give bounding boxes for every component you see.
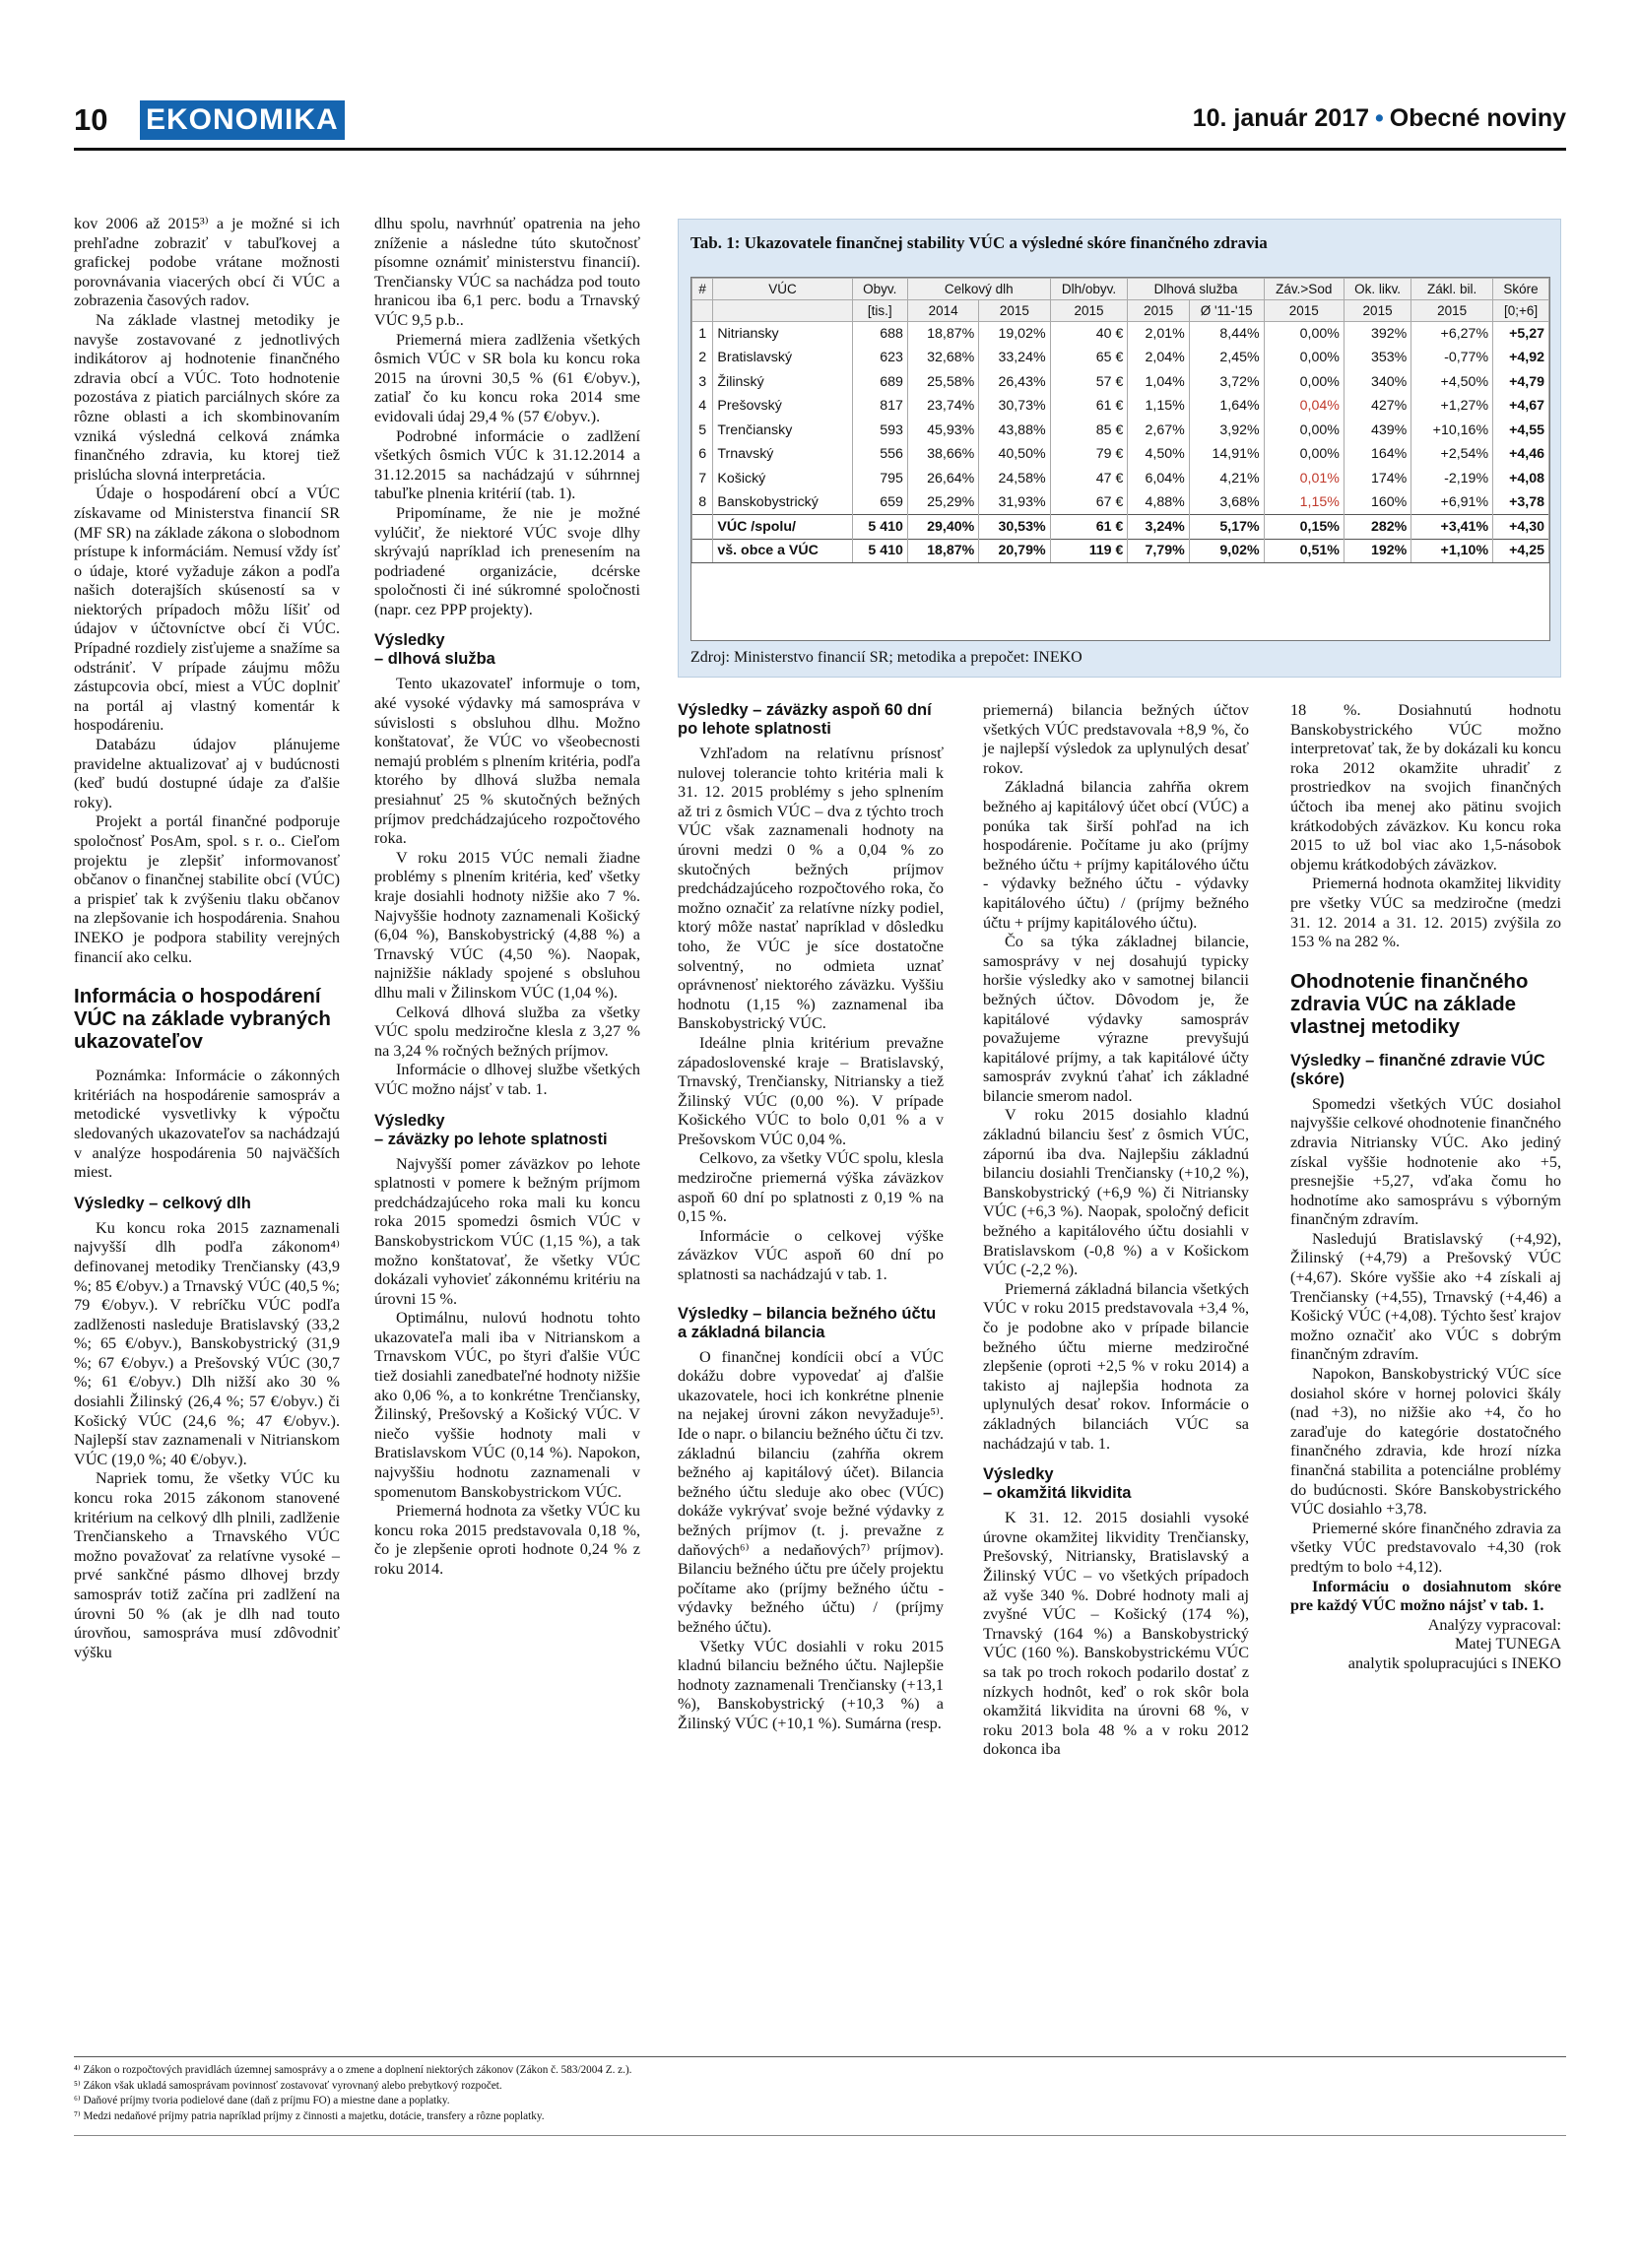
- table-cell: 29,40%: [907, 515, 978, 540]
- table-row: [692, 370, 1549, 395]
- col-subheader: Ø '11-'15: [1189, 300, 1264, 322]
- column-4: [983, 701, 1249, 1760]
- table-cell: 3,72%: [1189, 370, 1264, 395]
- table-row: [692, 394, 1549, 419]
- paragraph: Podrobné informácie o zadlžení všetkých ôsmich VÚC k 31.12.2014 a 31.12.2015 sa nachádzajú v súhrnnej tabuľke plnenia kritérií (tab. 1).: [374, 426, 640, 503]
- table-cell: +2,54%: [1411, 442, 1493, 467]
- table-cell: 4,88%: [1128, 490, 1189, 515]
- table-cell: +4,92: [1493, 346, 1549, 370]
- table-cell: 0,15%: [1264, 515, 1344, 540]
- table-cell: +4,46: [1493, 442, 1549, 467]
- col-subheader: [692, 300, 713, 322]
- table-cell: Bratislavský: [713, 346, 852, 370]
- col-subheader: [tis.]: [852, 300, 907, 322]
- table-cell: 5,17%: [1189, 515, 1264, 540]
- page-number: 10: [74, 102, 108, 137]
- paragraph: Vzhľadom na relatívnu prísnosť nulovej tolerancie tohto kritéria mali k 31. 12. 2015 problémy s jeho splnením až tri z ôsmich VÚC – dva z týchto troch VÚC však zaznamenali hodnoty na úrovni medzi 0 % a 0,04 % zo skutočných bežných príjmov predchádzajúceho rozpočtového roka, čo možno označiť za relatívne nízky podiel, ktorý môže nastať napríklad v dôsledku toho, že VÚC je síce dostatočne solventný, no odmieta uznať oprávnenosť niektorého záväzku. Vyššiu hodnotu (1,15 %) zaznamenal iba Banskobystrický VÚC.: [678, 745, 944, 1033]
- table-cell: 57 €: [1050, 370, 1128, 395]
- col-header: Skóre: [1493, 279, 1549, 300]
- table-cell: 439%: [1344, 419, 1410, 443]
- table-cell: 1,15%: [1264, 490, 1344, 515]
- table-cell: 14,91%: [1189, 442, 1264, 467]
- table-cell: 32,68%: [907, 346, 978, 370]
- table-cell: 40 €: [1050, 322, 1128, 347]
- table-cell: 340%: [1344, 370, 1410, 395]
- table-row: [692, 419, 1549, 443]
- table-cell: +4,67: [1493, 394, 1549, 419]
- column-3: [678, 701, 944, 1734]
- subheading-line: Výsledky: [374, 1111, 445, 1130]
- col-subheader: 2015: [979, 300, 1050, 322]
- paragraph: Najvyšší pomer záväzkov po lehote splatnosti v pomere k bežným príjmom predchádzajúceho roka mali ku koncu roka 2015 spomedzi ôsmich VÚC v Banskobystrickom VÚC (1,15 %), a tak možno konštatovať, že všetky VÚC dokázali vyhovieť zákonnému kritériu na úrovni 15 %.: [374, 1154, 640, 1308]
- col-subheader: [713, 300, 852, 322]
- footnote: ⁵⁾ Zákon však ukladá samosprávam povinnosť zostavovať vyrovnaný alebo prebytkový rozpočet.: [74, 2079, 502, 2092]
- signature-line: analytik spolupracujúci s INEKO: [1347, 1653, 1561, 1672]
- table-cell: +6,27%: [1411, 322, 1493, 347]
- table-cell: 1,04%: [1128, 370, 1189, 395]
- table-cell: 19,02%: [979, 322, 1050, 347]
- table-cell: 2: [692, 346, 713, 370]
- table-cell: 61 €: [1050, 394, 1128, 419]
- table-cell: +10,16%: [1411, 419, 1493, 443]
- table-cell: -2,19%: [1411, 467, 1493, 491]
- table-cell: 38,66%: [907, 442, 978, 467]
- table-cell: 392%: [1344, 322, 1410, 347]
- paragraph: Projekt a portál finančné podporuje spoločnosť PosAm, spol. s r. o.. Cieľom projektu je zlepšiť informovanosť občanov o finančnej stabilite obcí (VÚC) a prispieť tak k zvýšeniu tlaku občanov na zlepšovanie ich hospodárenia. Snahou INEKO je podpora stability verejných financií ako celku.: [74, 812, 340, 966]
- col-subheader: 2015: [1264, 300, 1344, 322]
- col-subheader: 2014: [907, 300, 978, 322]
- table-cell: 40,50%: [979, 442, 1050, 467]
- table-cell: +3,78: [1493, 490, 1549, 515]
- author-signature: [1290, 1616, 1561, 1674]
- paragraph: Priemerná hodnota okamžitej likvidity pre všetky VÚC sa medziročne (medzi 31. 12. 2014 a 31. 12. 2015) zvýšila zo 153 % na 282 %.: [1290, 875, 1561, 951]
- column-2: [374, 215, 640, 1580]
- paragraph: Celkovo, za všetky VÚC spolu, klesla medziročne priemerná výška záväzkov aspoň 60 dní po splatnosti z 0,19 % na 0,15 %.: [678, 1149, 944, 1226]
- table-cell: 7,79%: [1128, 539, 1189, 563]
- paragraph: kov 2006 až 2015³⁾ a je možné si ich prehľadne zobraziť v tabuľkovej a grafickej podobe vrátane možnosti porovnávania viacerých obcí či VÚC a zobrazenia časových radov.: [74, 215, 340, 310]
- table-cell: +4,50%: [1411, 370, 1493, 395]
- table-cell: 3,68%: [1189, 490, 1264, 515]
- subheading-line: – dlhová služba: [374, 650, 495, 669]
- table-row: [692, 322, 1549, 347]
- table-cell: +1,10%: [1411, 539, 1493, 563]
- table-cell: vš. obce a VÚC: [713, 539, 852, 563]
- paragraph: Databázu údajov plánujeme pravidelne aktualizovať aj v budúcnosti (keď budú dostupné údaje za ďalšie roky).: [74, 736, 340, 811]
- table-cell: 2,67%: [1128, 419, 1189, 443]
- subheading-line: Výsledky: [374, 631, 445, 650]
- table-cell: 3,92%: [1189, 419, 1264, 443]
- table-cell: 5: [692, 419, 713, 443]
- bottom-rule: [74, 2135, 1566, 2136]
- table-cell: 688: [852, 322, 907, 347]
- paragraph: Všetky VÚC dosiahli v roku 2015 kladnú bilanciu bežného účtu. Najlepšie hodnoty zaznamenali Trenčiansky (+13,1 %), Banskobystrický (+10,3 %) a Žilinský VÚC (+10,1 %). Sumárna (resp.: [678, 1637, 944, 1732]
- table-cell: +4,25: [1493, 539, 1549, 563]
- table-cell: 85 €: [1050, 419, 1128, 443]
- subheading-line: – záväzky po lehote splatnosti: [374, 1130, 608, 1148]
- table-cell: 623: [852, 346, 907, 370]
- table-cell: 5 410: [852, 515, 907, 540]
- table-cell: Trnavský: [713, 442, 852, 467]
- table-cell: Prešovský: [713, 394, 852, 419]
- table-cell: 25,29%: [907, 490, 978, 515]
- col-header: Obyv.: [852, 279, 907, 300]
- col-header: VÚC: [713, 279, 852, 300]
- col-header: Dlh/obyv.: [1050, 279, 1128, 300]
- paragraph: Napriek tomu, že všetky VÚC ku koncu roka 2015 zákonom stanovené kritérium na celkový dlh plnili, zadlženie Trenčianskeho a Trnavského VÚC možno považovať za relatívne vysoké – prvé sankčné pásmo dlhovej brzdy samospráv totiž začína pri zadlžení na úrovni 50 % (ak je dlh nad touto úrovňou, samospráva musí zdôvodniť výšku: [74, 1469, 340, 1661]
- col-header: Dlhová služba: [1128, 279, 1264, 300]
- paragraph: Priemerná základná bilancia všetkých VÚC v roku 2015 predstavovala +3,4 %, čo je podobne ako v prípade bilancie bežného účtu mierne medziročné zlepšenie (oproti +2,5 % v roku 2014) a takisto aj najlepšia hodnota za uplynulých desať rokov. Informácie o základných bilanciách VÚC sa nachádzajú v tab. 1.: [983, 1279, 1249, 1453]
- table-cell: 0,01%: [1264, 467, 1344, 491]
- table-cell: 0,04%: [1264, 394, 1344, 419]
- table-row: [692, 442, 1549, 467]
- table-cell: +5,27: [1493, 322, 1549, 347]
- col-header: Záv.>Sod: [1264, 279, 1344, 300]
- table-cell: 18,87%: [907, 322, 978, 347]
- paragraph: Ideálne plnia kritérium prevažne západoslovenské kraje – Bratislavský, Trnavský, Trenčiansky, Nitriansky a tiež Žilinský VÚC (0,00 %). V prípade Košického VÚC to bolo 0,01 % a v Prešovskom VÚC 0,04 %.: [678, 1033, 944, 1148]
- col-subheader: [0;+6]: [1493, 300, 1549, 322]
- table-cell: 67 €: [1050, 490, 1128, 515]
- paragraph: Spomedzi všetkých VÚC dosiahol najvyššie celkové ohodnotenie finančného zdravia Nitriansky VÚC. Ako jediný získal vyššie hodnotenie ako +5, presnejšie +5,27, vďaka čomu ho hodnotíme ako samosprávu s výborným finančným zdravím.: [1290, 1094, 1561, 1229]
- table-cell: 7: [692, 467, 713, 491]
- footnote: ⁶⁾ Daňové príjmy tvoria podielové dane (daň z príjmu FO) a miestne dane a poplatky.: [74, 2095, 450, 2106]
- table-row: [692, 539, 1549, 563]
- table-row: [692, 346, 1549, 370]
- table-cell: 79 €: [1050, 442, 1128, 467]
- table-cell: 353%: [1344, 346, 1410, 370]
- paragraph: V roku 2015 VÚC nemali žiadne problémy s plnením kritéria, keď všetky kraje dosiahli hodnoty nižšie ako 7 %. Najvyššie hodnoty zaznamenali Košický (6,04 %), Banskobystrický (4,88 %) a Trnavský VÚC (4,50 %). Naopak, najnižšie náklady spojené s obsluhou dlhu mali v Žilinskom VÚC (1,04 %).: [374, 848, 640, 1002]
- table-cell: VÚC /spolu/: [713, 515, 852, 540]
- table-cell: Trenčiansky: [713, 419, 852, 443]
- table-cell: 556: [852, 442, 907, 467]
- table-cell: Košický: [713, 467, 852, 491]
- table-cell: 0,00%: [1264, 322, 1344, 347]
- col-subheader: 2015: [1050, 300, 1128, 322]
- paragraph: priemerná) bilancia bežných účtov všetkých VÚC predstavovala +8,9 %, čo je najlepší výsledok za uplynulých desať rokov.: [983, 701, 1249, 777]
- table-row: [692, 490, 1549, 515]
- table-cell: 24,58%: [979, 467, 1050, 491]
- table-cell: 8: [692, 490, 713, 515]
- table-cell: 0,00%: [1264, 419, 1344, 443]
- subheading: Výsledky – celkový dlh: [74, 1194, 251, 1212]
- table-cell: 25,58%: [907, 370, 978, 395]
- table-cell: 0,00%: [1264, 370, 1344, 395]
- table-cell: 2,01%: [1128, 322, 1189, 347]
- paragraph: O finančnej kondícii obcí a VÚC dokážu dobre vypovedať aj ďalšie ukazovatele, hoci ich konkrétne plnenie na nejakej úrovni zákon nevyžaduje⁵⁾. Ide o napr. o bilanciu bežného účtu či tzv. základnú bilanciu (zahŕňa okrem bežného aj kapitálový účet). Bilancia bežného účtu sleduje ako obec (VÚC) dokáže vykrývať svoje bežné výdavky z bežných príjmov (t. j. prevažne z daňových⁶⁾ a nedaňových⁷⁾ príjmov). Bilanciu bežného účtu pre účely projektu počítame ako (príjmy bežného účtu - výdavky bežného účtu) / (príjmy bežného účtu).: [678, 1347, 944, 1636]
- table-header-row: [692, 279, 1549, 300]
- paragraph: Optimálnu, nulovú hodnotu tohto ukazovateľa mali iba v Nitrianskom a Trnavskom VÚC, po štyri ďalšie VÚC tiež dosiahli zanedbateľné hodnoty nižšie ako 0,06 %, a to konkrétne Trenčiansky, Žilinský, Prešovský a Košický VÚC. V niečo vyššie hodnoty mali v Bratislavskom VÚC (0,14 %). Napokon, najvyššiu hodnotu zaznamenali v spomenutom Banskobystrickom VÚC.: [374, 1309, 640, 1501]
- table-cell: 689: [852, 370, 907, 395]
- paragraph: Na základe vlastnej metodiky je navyše zostavované z jednotlivých indikátorov aj hodnotenie finančného zdravia obcí a VÚC. Toto hodnotenie pozostáva z piatich parciálnych skóre za rôzne oblasti a ich skombinovaním vzniká výsledná celková známka finančného zdravia, ku ktorej tiež prislúcha slovná interpretácia.: [74, 310, 340, 484]
- table-cell: 0,00%: [1264, 442, 1344, 467]
- table-cell: 31,93%: [979, 490, 1050, 515]
- table-cell: 30,73%: [979, 394, 1050, 419]
- table-source: Zdroj: Ministerstvo financií SR; metodika a prepočet: INEKO: [690, 649, 1082, 666]
- paragraph: Napokon, Banskobystrický VÚC síce dosiahol skóre v hornej polovici škály (nad +3), no nižšie ako +4, čo ho zaraďuje do kategórie dostatočného finančného zdravia, kde hrozí nízka finančná stabilita a potenciálne problémy do budúcnosti. Skóre Banskobystrického VÚC dosiahlo +3,78.: [1290, 1365, 1561, 1519]
- paragraph: Tento ukazovateľ informuje o tom, aké vysoké výdavky má samospráva v súvislosti s obsluhou dlhu. Možno konštatovať, že VÚC vo všeobecnosti nemajú problém s plnením kritéria, podľa ktorého by dlhová služba nemala presiahnuť 25 % skutočných bežných príjmov predchádzajúceho rozpočtového roka.: [374, 675, 641, 848]
- subheading: [983, 1465, 1249, 1503]
- issue-date: 10. január 2017: [1192, 104, 1370, 132]
- table-cell: [692, 515, 713, 540]
- table-cell: 6,04%: [1128, 467, 1189, 491]
- paragraph: dlhu spolu, navrhnúť opatrenia na jeho zníženie a následne túto skutočnosť písomne oznámiť ministerstvu financií). Trenčiansky VÚC sa nachádza pod touto hranicou iba 6,1 perc. bodu a Trnavský VÚC 9,5 p.b..: [374, 215, 640, 329]
- table-cell: 6: [692, 442, 713, 467]
- table-cell: 30,53%: [979, 515, 1050, 540]
- table-cell: 160%: [1344, 490, 1410, 515]
- table-cell: 1,64%: [1189, 394, 1264, 419]
- table-cell: +3,41%: [1411, 515, 1493, 540]
- table-cell: +4,55: [1493, 419, 1549, 443]
- table-cell: 119 €: [1050, 539, 1128, 563]
- table-cell: 20,79%: [979, 539, 1050, 563]
- signature-line: Analýzy vypracoval:: [1427, 1615, 1561, 1634]
- paragraph: Priemerná miera zadlženia všetkých ôsmich VÚC v SR bola ku koncu roka 2015 na úrovni 30,5 % (61 €/obyv.), zatiaľ čo ku koncu roka 2014 sme evidovali údaj 29,4 % (57 €/obyv.).: [374, 330, 640, 425]
- table-cell: 192%: [1344, 539, 1410, 563]
- table-cell: 5 410: [852, 539, 907, 563]
- table-cell: 33,24%: [979, 346, 1050, 370]
- footnote-rule: [74, 2056, 1566, 2057]
- paragraph: Základná bilancia zahŕňa okrem bežného aj kapitálový účet obcí (VÚC) a ponúka tak širší pohľad na ich hospodárenie. Počítame ju ako (príjmy bežného účtu + príjmy kapitálového účtu - výdavky bežného účtu - výdavky kapitálového účtu) / (príjmy bežného účtu + príjmy kapitálového účtu).: [983, 778, 1249, 932]
- subheading-line: Výsledky: [983, 1465, 1054, 1484]
- col-subheader: 2015: [1128, 300, 1189, 322]
- table-cell: 26,64%: [907, 467, 978, 491]
- data-table-wrapper: [690, 277, 1550, 641]
- table-cell: 0,00%: [1264, 346, 1344, 370]
- table-row: [692, 515, 1549, 540]
- col-header: Ok. likv.: [1344, 279, 1410, 300]
- section-heading: Informácia o hospodárení VÚC na základe vybraných ukazovateľov: [74, 985, 331, 1054]
- table-cell: 4: [692, 394, 713, 419]
- table-cell: 65 €: [1050, 346, 1128, 370]
- subheading: Výsledky – finančné zdravie VÚC (skóre): [1290, 1051, 1545, 1088]
- col-subheader: 2015: [1411, 300, 1493, 322]
- table-body: [692, 322, 1549, 563]
- paragraph: Poznámka: Informácie o zákonných kritériách na hospodárenie samospráv a metodické vysvetlivky k výpočtu sledovaných ukazovateľov sa nachádzajú v analýze hospodárenia 50 najväčších miest.: [74, 1067, 340, 1182]
- col-header: #: [692, 279, 713, 300]
- footnote: ⁷⁾ Medzi nedaňové príjmy patria napríklad príjmy z činnosti a majetku, dotácie, transfery a rôzne poplatky.: [74, 2109, 545, 2122]
- paragraph: Informácie o dlhovej službe všetkých VÚC možno nájsť v tab. 1.: [374, 1061, 640, 1098]
- table-cell: 282%: [1344, 515, 1410, 540]
- table-cell: 659: [852, 490, 907, 515]
- table-cell: 45,93%: [907, 419, 978, 443]
- paragraph: Informácie o celkovej výške záväzkov VÚC aspoň 60 dní po splatnosti sa nachádzajú v tab. 1.: [678, 1226, 944, 1284]
- table-cell: 3: [692, 370, 713, 395]
- table-subheader-row: [692, 300, 1549, 322]
- paragraph: Ku koncu roka 2015 zaznamenali najvyšší dlh podľa zákonom⁴⁾ definovanej metodiky Trenčiansky (43,9 %; 85 €/obyv.) a Trnavský VÚC (40,5 %; 79 €/obyv.). V rebríčku VÚC podľa zadlženosti nasleduje Bratislavský (33,2 %; 65 €/obyv.), Banskobystrický (31,9 %; 67 €/obyv.) a Prešovský VÚC (30,7 %; 61 €/obyv.) Dlh nižší ako 30 % dosiahli Žilinský (26,4 %; 57 €/obyv.) či Košický VÚC (24,6 %; 47 €/obyv.). Najlepší stav zaznamenali v Nitrianskom VÚC (19,0 %; 40 €/obyv.).: [74, 1218, 340, 1468]
- table-cell: 4,50%: [1128, 442, 1189, 467]
- data-table: [691, 278, 1549, 563]
- table-cell: 174%: [1344, 467, 1410, 491]
- table-cell: 26,43%: [979, 370, 1050, 395]
- paragraph: Informáciu o dosiahnutom skóre pre každý VÚC možno nájsť v tab. 1.: [1290, 1577, 1561, 1615]
- table-cell: 817: [852, 394, 907, 419]
- table-cell: +6,91%: [1411, 490, 1493, 515]
- table-cell: 1: [692, 322, 713, 347]
- table-box: [678, 219, 1561, 678]
- table-cell: Banskobystrický: [713, 490, 852, 515]
- footnote: ⁴⁾ Zákon o rozpočtových pravidlách územnej samosprávy a o zmene a doplnení niektorých zákonov (Zákon č. 583/2004 Z. z.).: [74, 2064, 632, 2076]
- subheading: Výsledky – bilancia bežného účtu a základná bilancia: [678, 1304, 937, 1341]
- paper-name: Obecné noviny: [1389, 104, 1566, 132]
- footnotes: [74, 2063, 1059, 2124]
- table-cell: Nitriansky: [713, 322, 852, 347]
- table-cell: 593: [852, 419, 907, 443]
- table-row: [692, 467, 1549, 491]
- table-cell: 795: [852, 467, 907, 491]
- subheading-line: – okamžitá likvidita: [983, 1484, 1132, 1503]
- table-cell: Žilinský: [713, 370, 852, 395]
- col-subheader: 2015: [1344, 300, 1410, 322]
- table-cell: 4,21%: [1189, 467, 1264, 491]
- paragraph: Priemerná hodnota za všetky VÚC ku koncu roka 2015 predstavovala 0,18 %, čo je zlepšenie oproti hodnote 0,24 % z roku 2014.: [374, 1502, 640, 1578]
- table-cell: 0,51%: [1264, 539, 1344, 563]
- column-5: [1290, 701, 1561, 1674]
- table-cell: +4,30: [1493, 515, 1549, 540]
- table-cell: +1,27%: [1411, 394, 1493, 419]
- page-header: [74, 98, 1566, 148]
- table-cell: 18,87%: [907, 539, 978, 563]
- paragraph: Čo sa týka základnej bilancie, samosprávy v nej dosahujú typicky horšie výsledky ako v samotnej bilancii bežných účtov. Dôvodom je, že kapitálové výdavky samospráv považujeme výrazne prevyšujú kapitálové príjmy, a tak kapitálové účty samospráv zvyknú ťahať ich základné bilancie smerom nadol.: [983, 933, 1249, 1105]
- table-cell: 164%: [1344, 442, 1410, 467]
- table-cell: 8,44%: [1189, 322, 1264, 347]
- paragraph: Celková dlhová služba za všetky VÚC spolu medziročne klesla z 3,27 % na 3,24 % ročných bežných príjmov.: [374, 1003, 640, 1060]
- table-cell: 427%: [1344, 394, 1410, 419]
- table-cell: 2,45%: [1189, 346, 1264, 370]
- section-heading: Ohodnotenie finančného zdravia VÚC na základe vlastnej metodiky: [1290, 969, 1529, 1038]
- bullet-icon: •: [1375, 104, 1384, 132]
- col-header: Celkový dlh: [907, 279, 1050, 300]
- table-cell: 9,02%: [1189, 539, 1264, 563]
- table-cell: 47 €: [1050, 467, 1128, 491]
- table-cell: 2,04%: [1128, 346, 1189, 370]
- header-rule: [74, 148, 1566, 151]
- paragraph: Priemerné skóre finančného zdravia za všetky VÚC predstavovalo +4,30 (rok predtým to bolo +4,12).: [1290, 1519, 1561, 1576]
- signature-line: Matej TUNEGA: [1454, 1635, 1561, 1653]
- subheading: [374, 631, 640, 669]
- section-label: EKONOMIKA: [140, 100, 345, 140]
- table-cell: -0,77%: [1411, 346, 1493, 370]
- paragraph: Pripomíname, že nie je možné vylúčiť, že niektoré VÚC svoje dlhy skrývajú napríklad ich prenesením na podriadené organizácie, dcérske spoločnosti či iné súkromné spoločnosti (napr. cez PPP projekty).: [374, 503, 640, 618]
- column-1: [74, 215, 340, 1662]
- subheading: Výsledky – záväzky aspoň 60 dní po lehote splatnosti: [678, 701, 932, 738]
- paragraph: K 31. 12. 2015 dosiahli vysoké úrovne okamžitej likvidity Trenčiansky, Prešovský, Nitriansky, Bratislavský a Žilinský VÚC – vo všetkých prípadoch až vyše 340 %. Dobré hodnoty mali aj zvyšné VÚC – Košický (174 %), Trnavský (164 %) a Banskobystrický VÚC (160 %). Banskobystrickému VÚC sa tak po troch rokoch podarilo dostať z nízkych hodnôt, keď o rok skôr bola okamžitá likvidita na úrovni 68 %, v roku 2013 bola 48 % a v roku 2012 dokonca iba: [983, 1509, 1249, 1759]
- paragraph: 18 %. Dosiahnutú hodnotu Banskobystrického VÚC možno interpretovať tak, že by dokázali ku koncu roka 2012 okamžite uhradiť z prostriedkov na svojich finančných účtoch iba menej ako pätinu svojich krátkodobých záväzkov. Ku koncu roka 2015 to už bol viac ako 1,5-násobok objemu krátkodobých záväzkov.: [1290, 701, 1561, 874]
- subheading: [374, 1112, 640, 1149]
- table-title: Tab. 1: Ukazovatele finančnej stability VÚC a výsledné skóre finančného zdravia: [690, 233, 1268, 252]
- table-cell: [692, 539, 713, 563]
- paragraph: Nasledujú Bratislavský (+4,92), Žilinský (+4,79) a Prešovský VÚC (+4,67). Skóre vyššie ako +4 získali aj Trenčiansky (+4,55), Trnavský (+4,46) a Košický VÚC (+4,08). Týchto šesť krajov možno označiť ako VÚC s dobrým finančným zdravím.: [1290, 1229, 1561, 1364]
- table-cell: 43,88%: [979, 419, 1050, 443]
- table-cell: +4,79: [1493, 370, 1549, 395]
- paragraph: V roku 2015 dosiahlo kladnú základnú bilanciu šesť z ôsmich VÚC, zápornú iba dva. Najlepšiu základnú bilanciu dosiahli Trenčiansky (+10,2 %), Banskobystrický (+6,9 %) či Nitriansky VÚC (+6,3 %). Naopak, spoločný deficit bežného a kapitálového účtu dosiahli v Bratislavskom (-0,8 %) a v Košickom VÚC (-2,2 %).: [983, 1106, 1249, 1279]
- table-cell: 23,74%: [907, 394, 978, 419]
- table-cell: 61 €: [1050, 515, 1128, 540]
- table-cell: +4,08: [1493, 467, 1549, 491]
- table-cell: 1,15%: [1128, 394, 1189, 419]
- issue-info: [1193, 104, 1566, 133]
- table-cell: 3,24%: [1128, 515, 1189, 540]
- col-header: Zákl. bil.: [1411, 279, 1493, 300]
- paragraph: Údaje o hospodárení obcí a VÚC získavame od Ministerstva financií SR (MF SR) na základe zákona o slobodnom prístupe k informáciám. Nemusí vždy ísť o údaje, ktoré vyžaduje zákon a podľa našich doterajších skúseností sa v niektorých prípadoch môžu líšiť od údajov v účtovníctve obcí či VÚC. Prípadné rozdiely zisťujeme a snažíme sa odstrániť. V prípade záujmu môžu zástupcovia obcí, miest a VÚC doplniť na portál aj vlastný komentár k hospodáreniu.: [74, 485, 340, 735]
